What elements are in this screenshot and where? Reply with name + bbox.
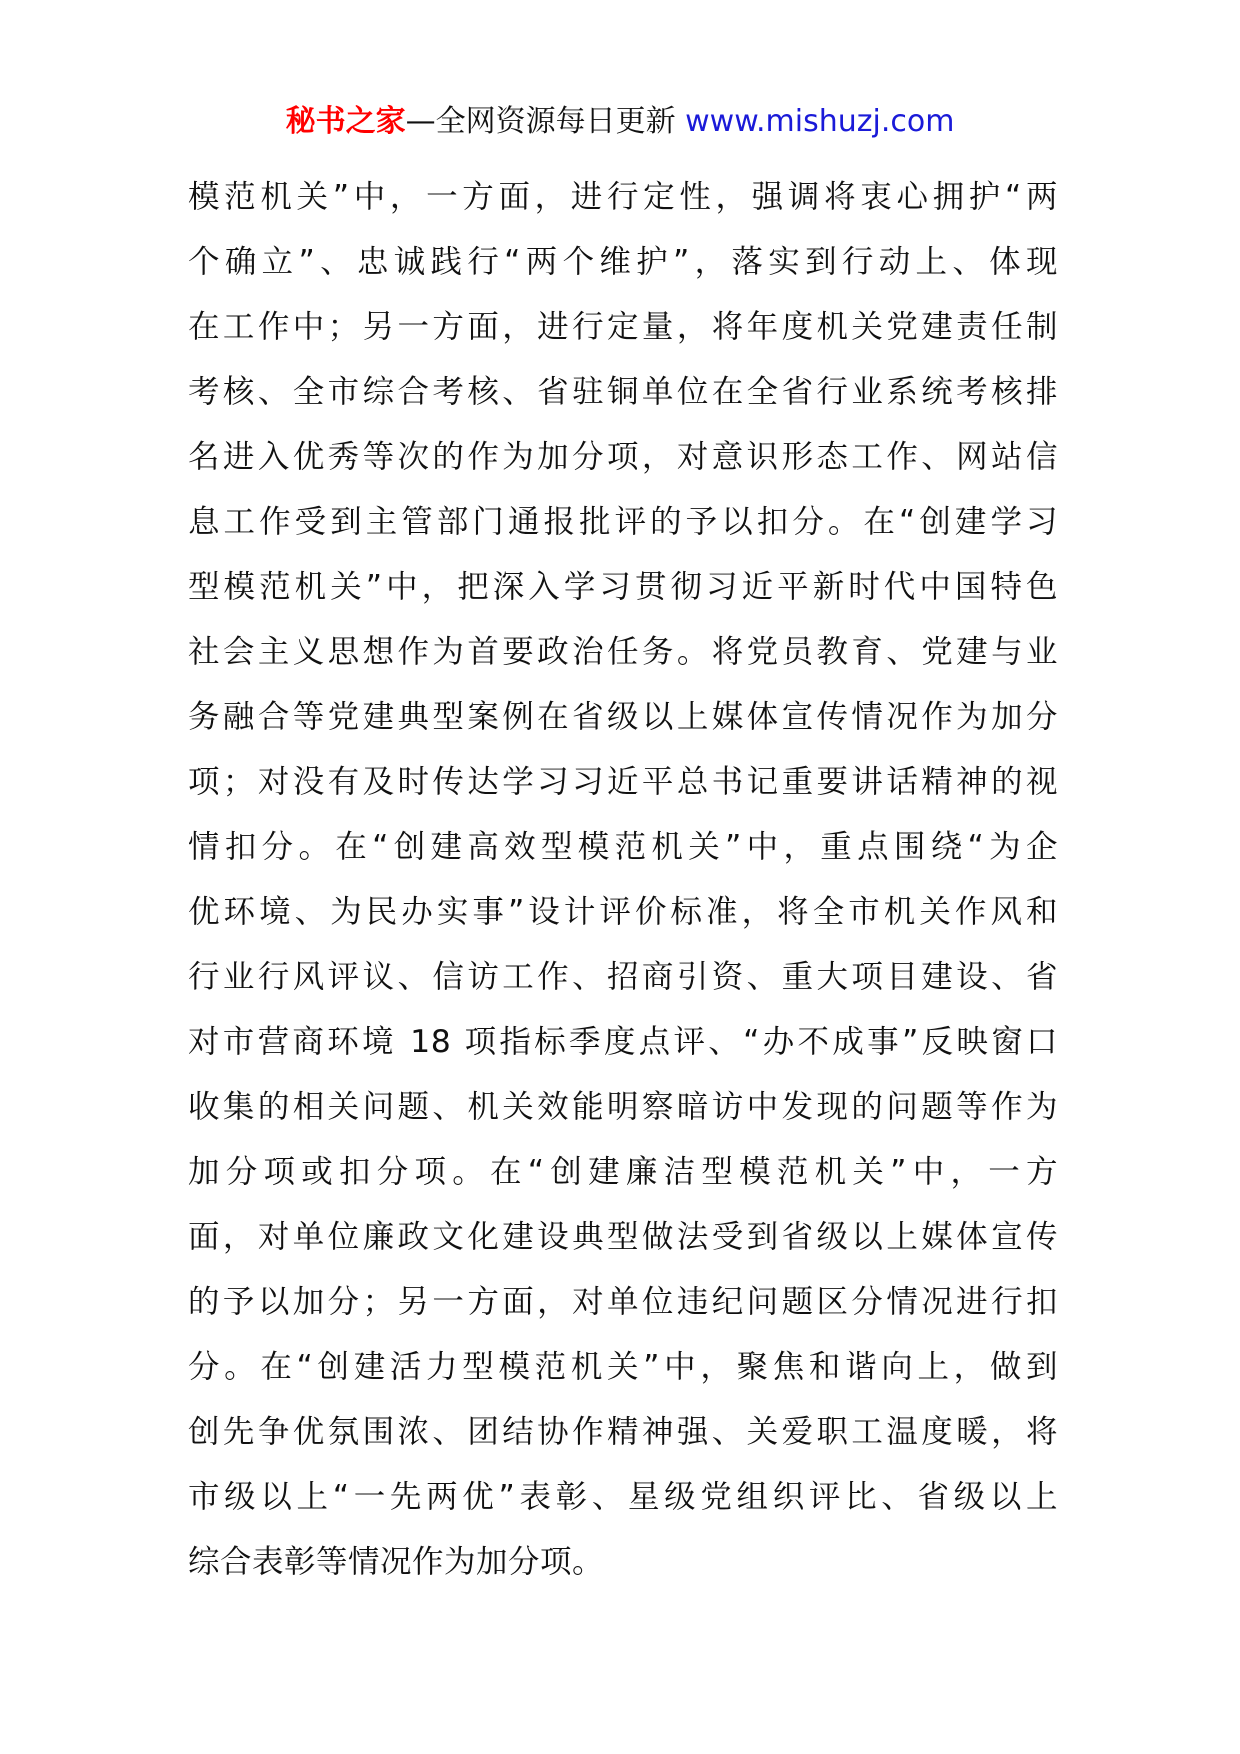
text-line: 模范机关”中，一方面，进行定性，强调将衷心拥护“两: [188, 179, 1058, 215]
text-line: 分。在“创建活力型模范机关”中，聚焦和谐向上，做到: [188, 1349, 1058, 1385]
text-line: 个确立”、忠诚践行“两个维护”，落实到行动上、体现: [188, 244, 1058, 280]
text-line: 型模范机关”中，把深入学习贯彻习近平新时代中国特色: [188, 569, 1058, 605]
text-line: 加分项或扣分项。在“创建廉洁型模范机关”中，一方: [188, 1154, 1058, 1190]
text-line: 优环境、为民办实事”设计评价标准，将全市机关作风和: [188, 894, 1058, 930]
text-line: 的予以加分；另一方面，对单位违纪问题区分情况进行扣: [188, 1284, 1058, 1320]
text-line: 面，对单位廉政文化建设典型做法受到省级以上媒体宣传: [188, 1219, 1058, 1255]
text-line: 务融合等党建典型案例在省级以上媒体宣传情况作为加分: [188, 699, 1058, 735]
text-line: 创先争优氛围浓、团结协作精神强、关爱职工温度暖，将: [188, 1414, 1058, 1450]
text-line: 息工作受到主管部门通报批评的予以扣分。在“创建学习: [188, 504, 1058, 540]
site-url-link[interactable]: www.mishuzj.com: [685, 104, 955, 139]
document-body: [188, 165, 1058, 1595]
text-line: 项；对没有及时传达学习习近平总书记重要讲话精神的视: [188, 764, 1058, 800]
banner-tagline: —全网资源每日更新: [405, 104, 686, 139]
text-line: 市级以上“一先两优”表彰、星级党组织评比、省级以上: [188, 1479, 1058, 1515]
text-line: 情扣分。在“创建高效型模范机关”中，重点围绕“为企: [188, 829, 1058, 865]
text-line: 考核、全市综合考核、省驻铜单位在全省行业系统考核排: [188, 374, 1058, 410]
text-line: 收集的相关问题、机关效能明察暗访中发现的问题等作为: [188, 1089, 1058, 1125]
text-line: 对市营商环境 18 项指标季度点评、“办不成事”反映窗口: [188, 1024, 1058, 1060]
text-line: 在工作中；另一方面，进行定量，将年度机关党建责任制: [188, 309, 1058, 345]
text-line: 名进入优秀等次的作为加分项，对意识形态工作、网站信: [188, 439, 1058, 475]
text-line: 社会主义思想作为首要政治任务。将党员教育、党建与业: [188, 634, 1058, 670]
site-banner: [0, 100, 1240, 144]
text-line: 综合表彰等情况作为加分项。: [188, 1544, 605, 1580]
brand-name: 秘书之家: [285, 104, 406, 139]
text-line: 行业行风评议、信访工作、招商引资、重大项目建设、省: [188, 959, 1058, 995]
